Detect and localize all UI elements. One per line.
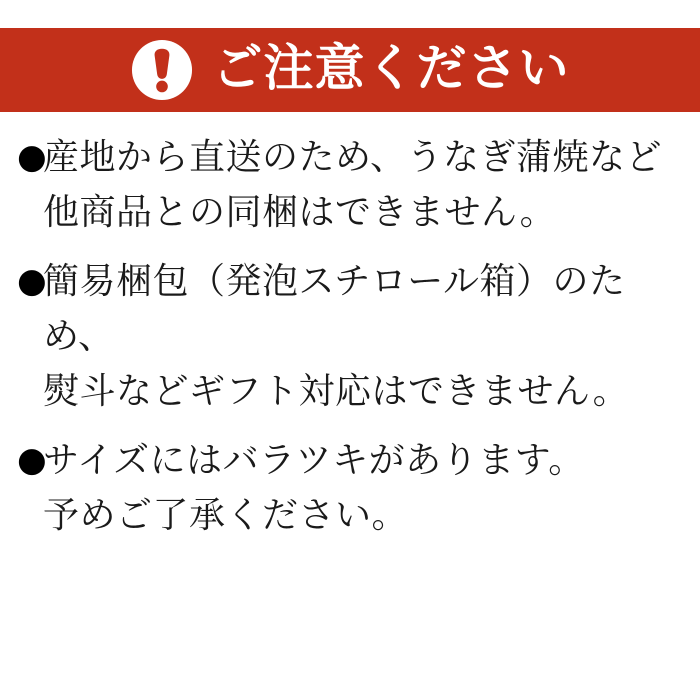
notice-item (17, 130, 686, 240)
warning-banner (0, 28, 700, 112)
notice-line: 簡易梱包（発泡スチロール箱）のため、 (43, 261, 626, 356)
notice-list (0, 112, 700, 557)
notice-line: サイズにはバラツキがあります。 (43, 440, 585, 480)
bullet-icon: ● (17, 137, 47, 177)
notice-line: 熨斗などギフト対応はできません。 (43, 371, 630, 411)
notice-text (43, 130, 662, 240)
notice-item (17, 433, 686, 543)
banner-title: ご注意ください (212, 40, 570, 96)
bullet-icon: ● (17, 261, 47, 301)
notice-text (43, 433, 585, 543)
notice-line: 予めご了承ください。 (43, 495, 409, 535)
notice-line: 他商品との同梱はできません。 (43, 192, 557, 232)
bullet-icon: ● (17, 440, 47, 480)
notice-item (17, 254, 686, 419)
notice-line: 産地から直送のため、うなぎ蒲焼など (43, 137, 663, 177)
exclamation-circle-icon (131, 39, 193, 101)
notice-text (43, 254, 686, 419)
